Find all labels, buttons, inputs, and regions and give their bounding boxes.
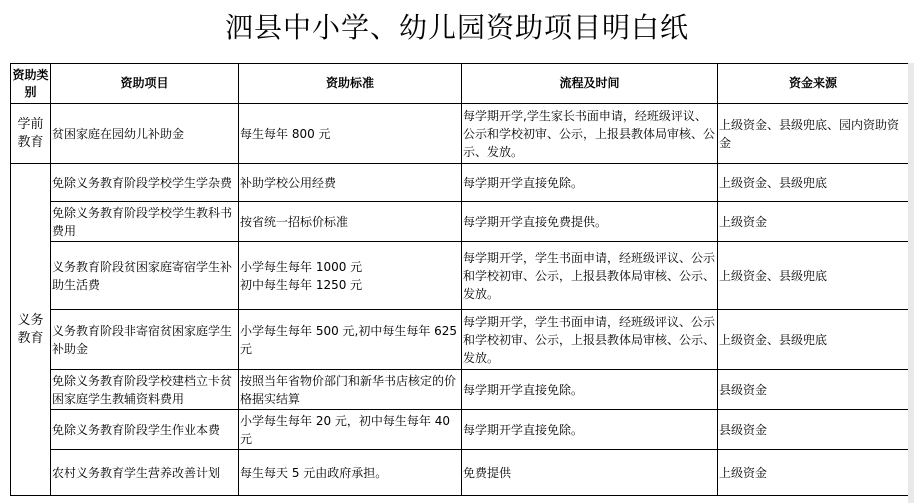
header-process: 流程及时间 — [462, 64, 718, 104]
page-edge-strip — [908, 63, 914, 503]
source-cell: 上级资金 — [718, 202, 909, 242]
table-row — [11, 410, 909, 450]
project-cell: 免除义务教育阶段学校建档立卡贫困家庭学生教辅资料费用 — [51, 370, 239, 410]
process-cell: 每学期开学，学生书面申请，经班级评议、公示和学校初审、公示，上报县教体局审核、公示、发放。 — [462, 310, 718, 370]
project-cell: 免除义务教育阶段学校学生学杂费 — [51, 164, 239, 202]
table-row — [11, 450, 909, 496]
process-cell: 每学期开学直接免除。 — [462, 164, 718, 202]
table-row — [11, 164, 909, 202]
process-cell: 每学期开学直接免除。 — [462, 370, 718, 410]
standard-cell: 小学每生每年 20 元，初中每生每年 40 元 — [239, 410, 462, 450]
process-cell: 每学期开学,学生家长书面申请，经班级评议、公示和学校初审、公示，上报县教体局审核、公示、发放。 — [462, 104, 718, 164]
project-cell: 免除义务教育阶段学校学生教科书费用 — [51, 202, 239, 242]
process-cell: 免费提供 — [462, 450, 718, 496]
process-cell: 每学期开学，学生书面申请，经班级评议、公示和学校初审、公示，上报县教体局审核、公示、发放。 — [462, 242, 718, 310]
table-row — [11, 242, 909, 310]
source-cell: 县级资金 — [718, 370, 909, 410]
project-cell: 免除义务教育阶段学生作业本费 — [51, 410, 239, 450]
process-cell: 每学期开学直接免费提供。 — [462, 202, 718, 242]
standard-cell: 每生每年 800 元 — [239, 104, 462, 164]
table-row — [11, 310, 909, 370]
standard-line: 小学每生每年 1000 元 — [240, 259, 363, 274]
project-cell: 义务教育阶段非寄宿贫困家庭学生补助金 — [51, 310, 239, 370]
category-compulsory: 义务教育 — [11, 164, 51, 496]
standard-cell: 每生每天 5 元由政府承担。 — [239, 450, 462, 496]
project-cell: 农村义务教育学生营养改善计划 — [51, 450, 239, 496]
header-standard: 资助标准 — [239, 64, 462, 104]
project-cell: 贫困家庭在园幼儿补助金 — [51, 104, 239, 164]
header-project: 资助项目 — [51, 64, 239, 104]
project-cell: 义务教育阶段贫困家庭寄宿学生补助生活费 — [51, 242, 239, 310]
standard-cell: 按省统一招标价标准 — [239, 202, 462, 242]
category-preschool: 学前教育 — [11, 104, 51, 164]
header-source: 资金来源 — [718, 64, 909, 104]
table-row — [11, 104, 909, 164]
table-row — [11, 202, 909, 242]
standard-cell: 小学每生每年 500 元,初中每生每年 625 元 — [239, 310, 462, 370]
standard-cell: 按照当年省物价部门和新华书店核定的价格据实结算 — [239, 370, 462, 410]
source-cell: 县级资金 — [718, 410, 909, 450]
source-cell: 上级资金、县级兜底 — [718, 242, 909, 310]
source-cell: 上级资金、县级兜底 — [718, 164, 909, 202]
header-category: 资助类别 — [11, 64, 51, 104]
header-row — [11, 64, 909, 104]
subsidy-table — [10, 63, 909, 496]
standard-cell — [239, 242, 462, 310]
process-cell: 每学期开学直接免除。 — [462, 410, 718, 450]
source-cell: 上级资金、县级兜底、园内资助资金 — [718, 104, 909, 164]
page-title: 泗县中小学、幼儿园资助项目明白纸 — [224, 11, 689, 44]
standard-line: 初中每生每年 1250 元 — [240, 277, 363, 292]
table-row — [11, 370, 909, 410]
source-cell: 上级资金、县级兜底 — [718, 310, 909, 370]
source-cell: 上级资金 — [718, 450, 909, 496]
standard-cell: 补助学校公用经费 — [239, 164, 462, 202]
